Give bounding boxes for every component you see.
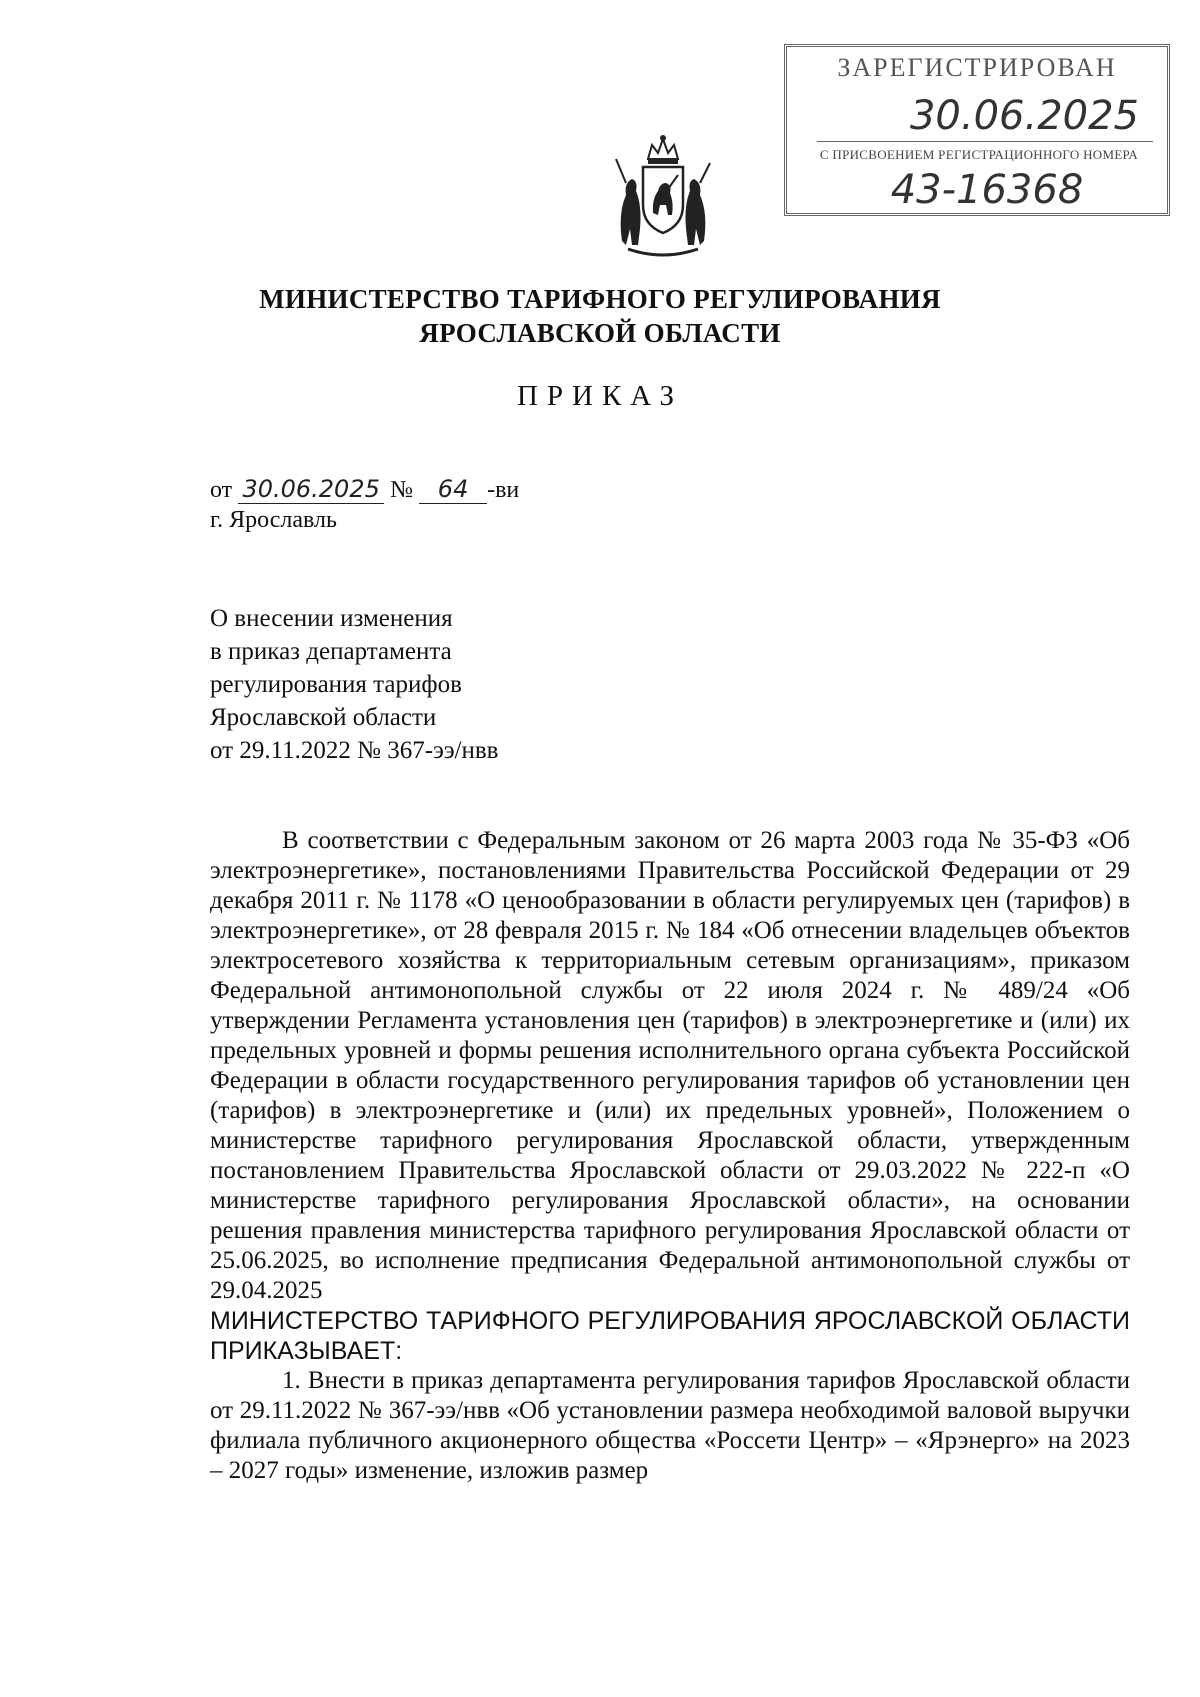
order-number: 64 <box>419 475 487 504</box>
document-type: ПРИКАЗ <box>516 380 684 412</box>
ministry-heading <box>0 282 1200 350</box>
from-label: от <box>210 477 233 503</box>
stamp-date: 30.06.2025 <box>817 91 1153 142</box>
subject-line: О внесении изменения <box>210 605 453 632</box>
order-phrase: МИНИСТЕРСТВО ТАРИФНОГО РЕГУЛИРОВАНИЯ ЯРОСЛАВСКОЙ ОБЛАСТИ ПРИКАЗЫВАЕТ: <box>210 1307 1130 1365</box>
order-dateline <box>210 475 519 504</box>
order-body <box>210 826 1130 1486</box>
number-label: № <box>390 477 414 503</box>
subject-line: регулирования тарифов <box>210 671 462 698</box>
subject-line: Ярославской области <box>210 704 437 731</box>
subject-line: от 29.11.2022 № 367-ээ/нвв <box>210 737 499 764</box>
preamble-paragraph: В соответствии с Федеральным законом от 26 марта 2003 года № 35-ФЗ «Об электроэнергетике», постановлениями Правительства Российской Федерации от 29 декабря 2011 г. № 1178 «О ценообразовании в области регулируемых цен (тарифов) в электроэнергетике», от 28 февраля 2015 г. № 184 «Об отнесении владельцев объектов электросетевого хозяйства к территориальным сетевым организациям», приказом Федеральной антимонопольной службы от 22 июля 2024 г. № 489/24 «Об утверждении Регламента установления цен (тарифов) в электроэнергетике и (или) их предельных уровней и формы решения исполнительного органа субъекта Российской Федерации в области государственного регулирования тарифов об установлении цен (тарифов) в электроэнергетике и (или) их предельных уровней», Положением о министерстве тарифного регулирования Ярославской области, утвержденным постановлением Правительства Ярославской области от 29.03.2022 № 222-п «О министерстве тарифного регулирования Ярославской области», на основании решения правления министерства тарифного регулирования Ярославской области от 25.06.2025, во исполнение предписания Федеральной антимонопольной службы от 29.04.2025 <box>210 827 1130 1304</box>
stamp-registration-number: 43-16368 <box>827 167 1147 214</box>
order-date: 30.06.2025 <box>238 475 384 504</box>
order-subject <box>210 602 499 767</box>
number-suffix: -ви <box>487 477 520 503</box>
coat-of-arms-icon <box>608 133 718 261</box>
registration-stamp <box>784 44 1170 216</box>
subject-line: в приказ департамента <box>210 638 452 665</box>
stamp-caption: С ПРИСВОЕНИЕМ РЕГИСТРАЦИОННОГО НОМЕРА <box>819 147 1139 162</box>
item-1-paragraph: 1. Внести в приказ департамента регулирования тарифов Ярославской области от 29.11.2022 № 367-ээ/нвв «Об установлении размера необходимой валовой выручки филиала публичного акционерного общества «Россети Центр» – «Ярэнерго» на 2023 – 2027 годы» изменение, изложив размер <box>210 1367 1130 1484</box>
ministry-line-2: ЯРОСЛАВСКОЙ ОБЛАСТИ <box>419 318 781 348</box>
ministry-line-1: МИНИСТЕРСТВО ТАРИФНОГО РЕГУЛИРОВАНИЯ <box>259 284 941 314</box>
city: г. Ярославль <box>210 507 337 533</box>
stamp-title: ЗАРЕГИСТРИРОВАН <box>837 53 1117 82</box>
